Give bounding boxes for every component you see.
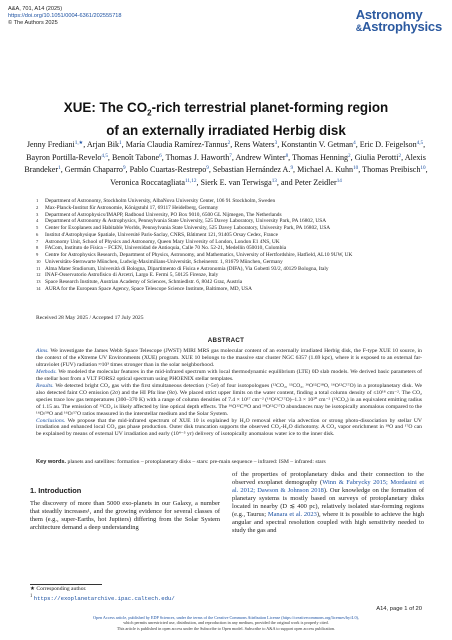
citation-link[interactable]: Manara et al. 2023 [267, 511, 317, 519]
author-affiliation-ref[interactable]: 1,★ [74, 140, 84, 146]
author-name: Alexis Brandeker [24, 152, 426, 175]
affiliation-number: 4 [36, 218, 39, 224]
conclusions-label: Conclusions. [36, 417, 66, 424]
affiliation-number: 2 [36, 204, 39, 210]
author-affiliation-ref[interactable]: 13 [271, 177, 277, 184]
affiliation-item [36, 232, 422, 239]
affiliation-item [36, 198, 422, 205]
footer-line: which permits unrestricted use, distribution, and reproduction in any medium, provided the original work is properly cited. [123, 620, 329, 626]
footnote-url[interactable]: https://exoplanetarchive.ipac.caltech.edu/ [33, 594, 175, 602]
affiliation-number: 12 [36, 272, 41, 278]
affiliation-text: Department of Astronomy, Stockholm University, AlbaNova University Center, 106 91 Stockholm, Sweden [45, 198, 276, 204]
affiliation-text: FACom, Instituto de Física – FCEN, Universidad de Antioquia, Calle 70 No. 52-21, Medellín 050010, Colombia [45, 245, 287, 252]
doi-link[interactable]: https://doi.org/10.1051/0004-6361/202555718 [8, 12, 122, 19]
footer-line: This article is published in open access under the Subscribe to Open model. Subscribe to A&A to support open access publication. [116, 625, 336, 631]
left-column [30, 475, 220, 532]
journal-logo [356, 9, 442, 34]
author-affiliation-ref[interactable]: 1 [119, 140, 122, 146]
citation-link[interactable]: Winn & Fabrycky 2015; Mordasini et al. 2012; Dawson & Johnson 2018 [232, 479, 424, 495]
conclusions-text: We propose that the mid-infrared spectrum of XUE 10 is explained by H₂O removal either via advection or strong photo-dissociation by stellar UV irradiation and enhanced local CO₂ gas phase production. Outer disk truncation supports the observed CO₂-H₂O dichotomy. A CO₂ vapor enrichment in ¹⁸O and ¹⁷O can be explained by means of external UV irradiation and early (10⁴⁻⁵ yr) delivery of isotopically anomalous water ice to the inner disk. [36, 417, 422, 438]
affiliation-text: Max-Planck-Institut für Astronomie, Königstuhl 17, 69117 Heidelberg, Germany [45, 204, 219, 211]
author-list: Jenny Frediani$^{1,★}$, Arjan Bik$^1$, María Claudia Ramírez-Tannus$^2$, Rens Waters$^3$, Konstantin V. Getman$^4$, Eric D. Feigelson$^{4,5}$, Bayron Portilla-Revelo$^{4,5}$, Benoît Tabone$^6$, Thomas J. Haworth$^7$, Andrew Winter$^8$, Thomas Henning$^2$, Giulia Perotti$^2$, Alexis Brandeker$^1$, Germán Chaparro$^9$, Pablo Cuartas-Restrepo$^9$, Sebastian Hernández A.$^9$, Michael A. Kuhn$^{10}$, Thomas Preibisch$^{10}$, Veronica Roccatagliata$^{11,12}$, Sierk E. van Terwisga$^{13}$, and Peter Zeidler$^{14}$ [24, 140, 428, 187]
author-affiliation-ref[interactable]: 7 [229, 152, 232, 159]
footnotes [30, 586, 220, 603]
methods-label: Methods. [36, 368, 57, 375]
author-name: Pablo Cuartas-Restrepo [129, 165, 207, 175]
footnote-corresponding: ★ Corresponding author. [30, 586, 87, 592]
author-affiliation-ref[interactable]: 14 [336, 177, 342, 184]
title-subscript: 2 [147, 108, 152, 118]
affiliation-number: 3 [36, 211, 39, 217]
affiliation-number: 10 [36, 258, 41, 264]
logo-amp: & [355, 23, 363, 33]
author-name: Michael A. Kuhn [297, 165, 354, 175]
affiliation-item [36, 218, 422, 225]
author-affiliation-ref[interactable]: 2 [398, 152, 402, 159]
affiliation-number: 1 [36, 198, 39, 203]
author-name: Rens Waters [234, 140, 275, 149]
affiliation-text: Alma Mater Studiorum, Università di Bologna, Dipartimento di Fisica e Astronomia (DIFA), Via Gobetti 93/2, 40129 Bologna, Italy [45, 265, 329, 272]
affiliation-text: Center for Exoplanets and Habitable Worlds, Pennsylvania State University, 525 Davey Laboratory, University Park, PA 16802, USA [45, 225, 331, 231]
affiliation-text: Institut d'Astrophysique Spatiale, Université Paris-Saclay, CNRS, Bâtiment 121, 91405 Orsay Cedex, France [45, 231, 279, 238]
affiliation-item [36, 239, 422, 246]
author-affiliation-ref[interactable]: 9 [290, 165, 294, 172]
author-name: Peter Zeidler [294, 177, 337, 187]
abstract [36, 348, 422, 438]
author-name: Andrew Winter [235, 152, 286, 162]
aims-label: Aims. [36, 348, 49, 354]
affiliation-number: 9 [36, 252, 39, 257]
logo-line2: Astrophysics [362, 19, 442, 34]
title-line2: of an externally irradiated Herbig disk [106, 122, 346, 138]
affiliation-number: 11 [36, 265, 41, 271]
author-name: Konstantin V. Getman [281, 140, 354, 149]
author-affiliation-ref[interactable]: 4,5 [416, 140, 424, 146]
author-name: Germán Chaparro [64, 165, 123, 175]
author-name: Eric D. Feigelson [359, 140, 417, 149]
affiliation-item [36, 279, 422, 286]
affiliation-item [36, 205, 422, 212]
results-text: We detected bright CO₂ gas with the first simultaneous detection (>5σ) of four isotopologues (¹²CO₂, ¹³CO₂, ¹⁶O¹²C¹⁸O, ¹⁶O¹²C¹⁷O) in a protoplanetary disk. We also detected faint CO emission (2σ) and the HI Pfα line (8σ). We placed strict upper limits on the water content, finding a total column density of ≤10¹⁸ cm⁻². The CO₂ species trace low gas temperatures (300–370 K) with a range of column densities of 7.4 × 10¹⁷ cm⁻² (¹⁶O¹²C¹⁷O)–1.3 × 10²⁰ cm⁻² (¹²CO₂) in an equivalent emitting radius of 1.15 au. The emission of ¹²CO₂ is likely affected by line optical depth effects. The ¹⁶O¹²C¹⁸O and ¹⁶O¹²C¹⁷O abundances may be isotopically anomalous compared to the ¹⁶O/¹⁸O and ¹⁶O/¹⁷O ratios measured in the interstellar medium and the Solar System. [36, 382, 422, 417]
right-column [232, 471, 424, 535]
page-number: A14, page 1 of 20 [376, 606, 422, 612]
license-footer [20, 615, 432, 631]
journal-header [8, 6, 122, 26]
affiliation-item [36, 252, 422, 259]
affiliation-item [36, 259, 422, 266]
author-affiliation-ref[interactable]: 2 [227, 140, 231, 146]
journal-line: A&A, 701, A14 (2025) [8, 6, 63, 12]
affiliation-number: 14 [36, 285, 41, 291]
intro-right-text: ), where it is possible to achieve the high angular and spectral resolution coupled with high sensitivity needed to study the gas and [232, 511, 424, 535]
author-name: Sebastian Hernández A. [212, 165, 291, 175]
footnote-number: 1 [30, 594, 33, 599]
paper-title [20, 99, 432, 139]
author-name: Jenny Frediani [26, 140, 75, 149]
keywords [36, 459, 422, 466]
logo-line1: Astronomy [355, 7, 423, 22]
author-affiliation-ref[interactable]: 9 [122, 165, 126, 172]
affiliation-number: 7 [36, 238, 39, 244]
affiliation-item [36, 286, 422, 293]
affiliation-text: INAF-Osservatorio Astrofisico di Arcetri, Largo E. Fermi 5, 50125 Firenze, Italy [45, 272, 219, 279]
author-name: Thomas Preibisch [362, 165, 421, 175]
author-affiliation-ref[interactable]: 9 [206, 165, 209, 172]
author-name: María Claudia Ramírez-Tannus [125, 140, 228, 149]
results-label: Results. [36, 382, 54, 389]
author-affiliation-ref[interactable]: 8 [285, 152, 289, 159]
affiliation-text: Space Research Institute, Austrian Academy of Sciences, Schmiedlstr. 6, 8042 Graz, Austria [45, 279, 243, 285]
affiliation-text: Universitäts-Sternwarte München, Ludwig-Maximilians-Universität, Scheinerstr. 1, 81679 München, Germany [45, 258, 283, 265]
author-affiliation-ref[interactable]: 11,12 [184, 177, 197, 184]
author-name: Giulia Perotti [354, 152, 399, 162]
author-name: Bayron Portilla-Revelo [26, 152, 102, 162]
author-name: Arjan Bik [86, 140, 120, 149]
author-name: Thomas J. Haworth [165, 152, 230, 162]
aims-text: We investigate the James Webb Space Telescope (JWST) MIRI MRS gas molecular content of an externally irradiated Herbig disk, the F-type XUE 10 source, in the context of the eXtreme UV Environments (XUE) program. XUE 10 belongs to the massive star cluster NGC 6357 (1.69 kpc), where it is exposed to an external far-ultraviolet (FUV) radiation ≈10³ times stronger than in the solar neighborhood. [36, 348, 422, 368]
affiliation-text: Department of Astronomy & Astrophysics, Pennsylvania State University, 525 Davey Laboratory, University Park, PA 16802, USA [45, 218, 327, 225]
footnote-rule [30, 584, 102, 585]
abstract-heading: ABSTRACT [207, 337, 245, 344]
affiliation-number: 8 [36, 245, 39, 251]
affiliation-list [36, 198, 422, 293]
author-name: Sierk E. van Terwisga [200, 177, 272, 187]
author-affiliation-ref[interactable]: 6 [159, 152, 162, 159]
affiliation-number: 13 [36, 279, 41, 284]
affiliation-number: 5 [36, 225, 39, 230]
keywords-label: Key words. [36, 459, 67, 465]
author-affiliation-ref[interactable]: 10 [353, 165, 359, 172]
author-affiliation-ref[interactable]: 4,5 [101, 152, 108, 159]
author-affiliation-ref[interactable]: 3 [274, 140, 278, 146]
affiliation-item [36, 245, 422, 252]
section-title: 1. Introduction [30, 486, 82, 495]
author-affiliation-ref[interactable]: 2 [348, 152, 351, 159]
keywords-text: planets and satellites: formation – protoplanetary disks – stars: pre-main sequence – infrared: ISM – infrared: stars [67, 459, 326, 465]
intro-right-text: ). Our knowledge on the formation of planetary systems is mostly based on surveys of protoplanetary disks located in nearby (D ≲ 400 pc), relatively isolated star-forming regions (e.g., Taurus; [232, 487, 424, 519]
affiliation-item [36, 225, 422, 232]
intro-left-text: The discovery of more than 5000 exo-planets in our Galaxy, a number that steadily increases¹, and the growing evidence for several classes of them (e.g., super-Earths, hot Jupiters) differing from the Solar System architecture demand a deep understanding [30, 500, 220, 532]
affiliation-text: Centre for Astrophysics Research, Department of Physics, Astronomy, and Mathematics, University of Hertfordshire, Hatfield, AL10 9UW, UK [45, 252, 353, 258]
intro-right-text: of the properties of protoplanetary disks and their connection to the observed exoplanet demography ( [232, 471, 424, 487]
affiliation-text: Department of Astrophysics/IMAPP, Radboud University, PO Box 9010, 6500 GL Nijmegen, The Netherlands [45, 211, 282, 218]
methods-text: We modeled the molecular features in the mid-infrared spectrum with local thermodynamic equilibrium (LTE) 0D slab models. We derived basic parameters of the stellar host from a VLT FORS2 optical spectrum using PHOENIX stellar templates. [36, 368, 422, 382]
author-name: Veronica Roccatagliata [110, 177, 185, 187]
affiliation-item [36, 272, 422, 279]
title-part: -rich terrestrial planet-forming region [151, 100, 389, 115]
author-affiliation-ref[interactable]: 1 [58, 165, 61, 172]
affiliation-text: AURA for the European Space Agency, Space Telescope Science Institute, Baltimore, MD, USA [45, 285, 252, 292]
footer-line: Open Access article, published by EDP Sciences, under the terms of the Creative Commons Attribution License (https://creativecommons.org/licenses/by/4.0), [93, 615, 359, 620]
affiliation-number: 6 [36, 231, 39, 237]
author-affiliation-ref[interactable]: 4 [353, 140, 356, 146]
author-name: Thomas Henning [292, 152, 349, 162]
author-affiliation-ref[interactable]: 10 [420, 165, 426, 172]
copyright: © The Authors 2025 [8, 19, 58, 26]
title-part: XUE: The CO [63, 100, 148, 115]
affiliation-text: Astronomy Unit, School of Physics and Astronomy, Queen Mary University of London, London E1 4NS, UK [45, 238, 280, 245]
received-dates: Received 28 May 2025 / Accepted 17 July 2025 [36, 315, 144, 321]
author-name: Benoît Tabone [111, 152, 160, 162]
